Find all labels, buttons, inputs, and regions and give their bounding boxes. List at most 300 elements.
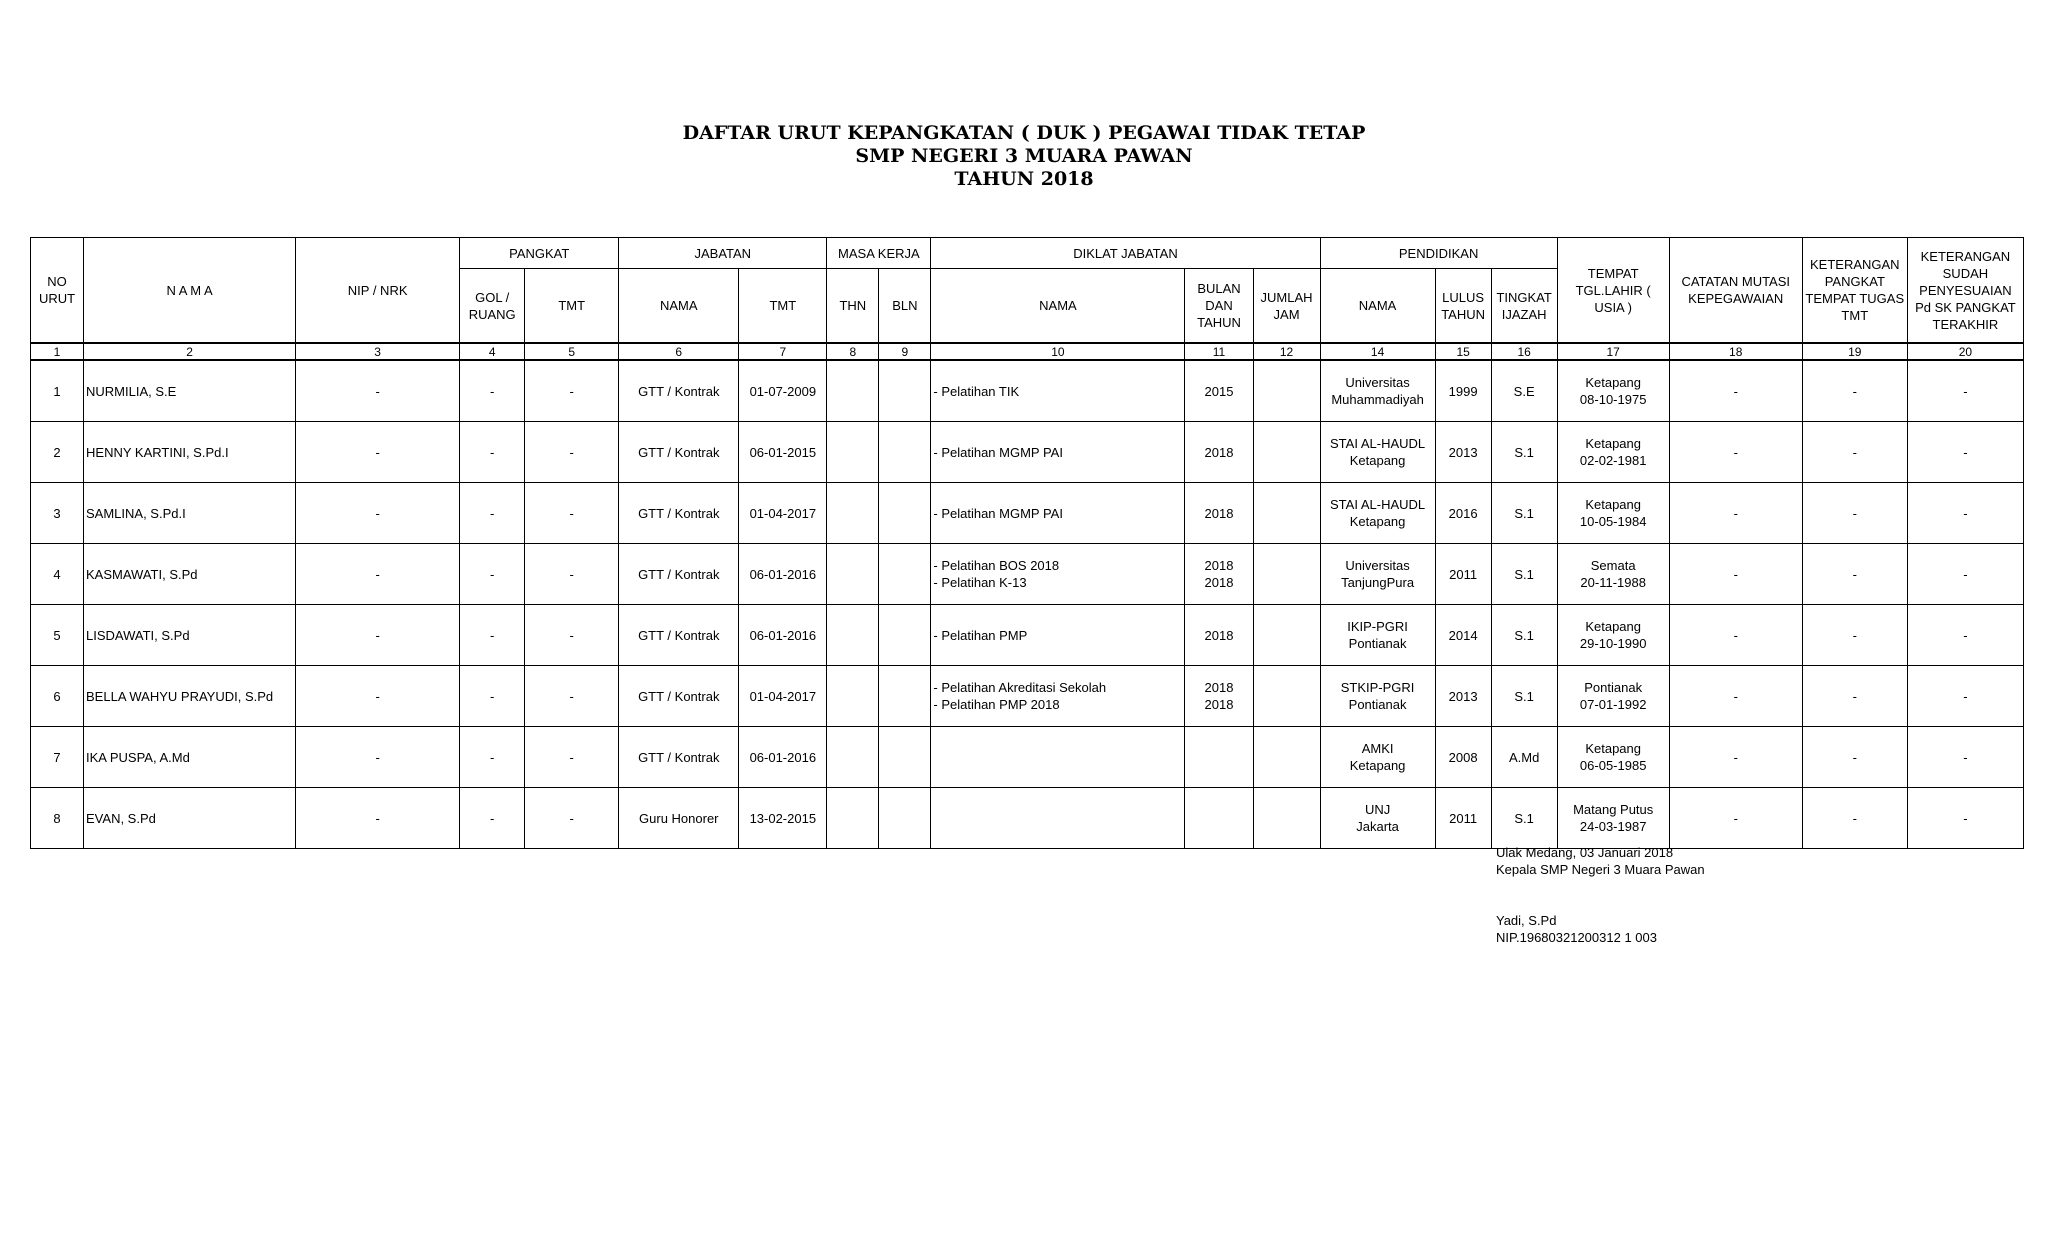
column-number: 18 xyxy=(1669,343,1802,360)
cell-jabatan xyxy=(619,605,739,666)
cell-bln xyxy=(879,605,931,666)
cell-jumlah-jam xyxy=(1253,727,1320,788)
cell-jabatan-text: GTT / Kontrak xyxy=(638,688,720,704)
cell-bulan-tahun xyxy=(1185,360,1253,422)
cell-nip xyxy=(296,605,460,666)
cell-no-text: 2 xyxy=(53,444,61,460)
cell-ket-sudah xyxy=(1907,666,2023,727)
cell-jabatan-text: GTT / Kontrak xyxy=(638,383,720,399)
cell-pend-nama-text: Ketapang xyxy=(1349,758,1406,773)
cell-pangkat-tmt xyxy=(525,422,619,483)
table-row xyxy=(31,666,2024,727)
cell-lahir-text: Matang Putus xyxy=(1573,802,1654,817)
cell-no xyxy=(31,666,84,727)
cell-jabatan-text: GTT / Kontrak xyxy=(638,749,720,765)
cell-jabatan xyxy=(619,666,739,727)
header-jabatan-tmt: TMT xyxy=(739,269,827,344)
cell-lulus-text: 2011 xyxy=(1449,566,1478,582)
header-nip: NIP / NRK xyxy=(296,238,460,344)
cell-jabatan xyxy=(619,544,739,605)
cell-diklat-nama xyxy=(931,788,1185,849)
cell-bulan-tahun xyxy=(1185,422,1253,483)
column-number: 17 xyxy=(1557,343,1669,360)
cell-ijazah-text: S.1 xyxy=(1514,505,1534,521)
cell-nama xyxy=(84,544,296,605)
cell-jabatan-tmt xyxy=(739,360,827,422)
cell-bulan-tahun xyxy=(1185,544,1253,605)
cell-nama-text: KASMAWATI, S.Pd xyxy=(86,566,198,582)
cell-lahir xyxy=(1557,422,1669,483)
column-number: 4 xyxy=(460,343,525,360)
cell-diklat-nama-text: - Pelatihan TIK xyxy=(933,383,1020,399)
cell-jabatan xyxy=(619,483,739,544)
cell-ket-pangkat xyxy=(1802,544,1907,605)
cell-pend-nama-text: STKIP-PGRI xyxy=(1340,680,1415,695)
cell-jumlah-jam xyxy=(1253,788,1320,849)
signer-block xyxy=(1496,912,1657,946)
cell-pend-nama xyxy=(1320,727,1435,788)
cell-lahir-text: 02-02-1981 xyxy=(1579,453,1647,468)
cell-ijazah-text: S.1 xyxy=(1514,810,1534,826)
column-number: 2 xyxy=(84,343,296,360)
cell-jabatan-tmt xyxy=(739,605,827,666)
cell-pend-nama-text: AMKI xyxy=(1361,741,1394,756)
cell-lulus xyxy=(1435,666,1491,727)
cell-pend-nama xyxy=(1320,483,1435,544)
cell-pend-nama-text: Universitas xyxy=(1345,375,1410,390)
cell-gol-text: - xyxy=(490,627,495,643)
cell-catatan-text: - xyxy=(1733,444,1738,460)
column-number: 10 xyxy=(931,343,1185,360)
cell-lulus xyxy=(1435,360,1491,422)
cell-pend-nama xyxy=(1320,666,1435,727)
cell-nip-text: - xyxy=(375,627,380,643)
cell-jabatan-tmt-text: 06-01-2016 xyxy=(749,749,817,765)
cell-ijazah xyxy=(1491,788,1557,849)
table-row xyxy=(31,605,2024,666)
column-number: 6 xyxy=(619,343,739,360)
cell-pangkat-tmt xyxy=(525,666,619,727)
cell-nip xyxy=(296,666,460,727)
cell-lahir xyxy=(1557,544,1669,605)
cell-lulus-text: 1999 xyxy=(1448,383,1478,399)
cell-diklat-nama-text: - Pelatihan PMP xyxy=(933,627,1028,643)
cell-thn xyxy=(827,360,879,422)
cell-lulus-text: 2011 xyxy=(1449,810,1478,826)
header-thn: THN xyxy=(827,269,879,344)
cell-nip-text: - xyxy=(375,749,380,765)
cell-pend-nama-text: IKIP-PGRI xyxy=(1347,619,1408,634)
cell-gol-text: - xyxy=(490,688,495,704)
cell-no-text: 4 xyxy=(53,566,61,582)
cell-catatan-text: - xyxy=(1733,566,1738,582)
cell-pangkat-tmt-text: - xyxy=(569,627,574,643)
cell-thn xyxy=(827,727,879,788)
cell-jabatan-tmt xyxy=(739,544,827,605)
cell-lahir xyxy=(1557,483,1669,544)
cell-lahir-text: 08-10-1975 xyxy=(1579,392,1647,407)
cell-bln xyxy=(879,727,931,788)
cell-bulan-tahun-text: 2018 xyxy=(1204,575,1234,590)
cell-jabatan-text: GTT / Kontrak xyxy=(638,627,720,643)
cell-catatan xyxy=(1669,483,1802,544)
column-number: 8 xyxy=(827,343,879,360)
cell-lahir xyxy=(1557,666,1669,727)
header-pangkat-tmt: TMT xyxy=(525,269,619,344)
header-gol-ruang: GOL / RUANG xyxy=(460,269,525,344)
cell-lahir-text: 29-10-1990 xyxy=(1579,636,1647,651)
cell-diklat-nama-text: - Pelatihan MGMP PAI xyxy=(933,505,1063,521)
cell-jabatan-tmt-text: 06-01-2016 xyxy=(749,566,817,582)
cell-nip xyxy=(296,788,460,849)
cell-lulus-text: 2016 xyxy=(1448,505,1478,521)
cell-jabatan-tmt xyxy=(739,788,827,849)
cell-nama xyxy=(84,360,296,422)
cell-lahir xyxy=(1557,788,1669,849)
cell-thn xyxy=(827,605,879,666)
cell-lahir-text: 24-03-1987 xyxy=(1579,819,1647,834)
signature-block xyxy=(1496,844,1705,878)
header-lulus-tahun: LULUS TAHUN xyxy=(1435,269,1491,344)
cell-ijazah xyxy=(1491,666,1557,727)
cell-bulan-tahun-text: 2018 xyxy=(1204,680,1234,695)
cell-bulan-tahun-text: 2018 xyxy=(1204,697,1234,712)
cell-lulus-text: 2014 xyxy=(1448,627,1478,643)
column-number: 15 xyxy=(1435,343,1491,360)
cell-no-text: 7 xyxy=(53,749,61,765)
cell-nip xyxy=(296,727,460,788)
cell-catatan xyxy=(1669,360,1802,422)
cell-nama-text: NURMILIA, S.E xyxy=(86,383,177,399)
cell-no xyxy=(31,360,84,422)
column-number: 3 xyxy=(296,343,460,360)
cell-no-text: 6 xyxy=(53,688,61,704)
cell-jabatan xyxy=(619,422,739,483)
cell-ket-sudah xyxy=(1907,727,2023,788)
cell-ket-sudah xyxy=(1907,544,2023,605)
cell-jabatan-tmt-text: 01-07-2009 xyxy=(749,383,817,399)
title-line-1: DAFTAR URUT KEPANGKATAN ( DUK ) PEGAWAI TIDAK TETAP xyxy=(682,122,1366,144)
cell-lulus-text: 2013 xyxy=(1448,444,1478,460)
cell-diklat-nama-text: - Pelatihan PMP 2018 xyxy=(933,697,1060,712)
cell-ket-sudah-text: - xyxy=(1963,505,1968,521)
cell-nip-text: - xyxy=(375,688,380,704)
header-bulan-tahun: BULAN DAN TAHUN xyxy=(1185,269,1253,344)
header-row-1 xyxy=(31,238,2024,269)
cell-jabatan-text: GTT / Kontrak xyxy=(638,444,720,460)
cell-bln xyxy=(879,483,931,544)
cell-ijazah-text: S.1 xyxy=(1514,688,1534,704)
title-line-2: SMP NEGERI 3 MUARA PAWAN xyxy=(855,145,1193,167)
cell-lahir xyxy=(1557,727,1669,788)
cell-nama-text: EVAN, S.Pd xyxy=(86,810,156,826)
cell-catatan xyxy=(1669,666,1802,727)
cell-pend-nama-text: Universitas xyxy=(1345,558,1410,573)
column-number: 12 xyxy=(1253,343,1320,360)
cell-bln xyxy=(879,360,931,422)
cell-jabatan xyxy=(619,788,739,849)
cell-ket-pangkat xyxy=(1802,360,1907,422)
cell-nip xyxy=(296,360,460,422)
cell-pangkat-tmt-text: - xyxy=(569,383,574,399)
header-jumlah-jam: JUMLAH JAM xyxy=(1253,269,1320,344)
footer-nip: NIP.19680321200312 1 003 xyxy=(1496,930,1657,945)
cell-gol-text: - xyxy=(490,444,495,460)
cell-catatan xyxy=(1669,544,1802,605)
cell-diklat-nama xyxy=(931,360,1185,422)
cell-lulus xyxy=(1435,788,1491,849)
cell-nama xyxy=(84,483,296,544)
cell-catatan-text: - xyxy=(1733,810,1738,826)
cell-ket-pangkat-text: - xyxy=(1852,566,1857,582)
cell-ket-pangkat-text: - xyxy=(1852,627,1857,643)
header-tingkat-ijazah: TINGKAT IJAZAH xyxy=(1491,269,1557,344)
cell-pangkat-tmt-text: - xyxy=(569,566,574,582)
cell-lahir-text: Ketapang xyxy=(1585,375,1641,390)
cell-jumlah-jam xyxy=(1253,544,1320,605)
cell-jabatan xyxy=(619,727,739,788)
cell-diklat-nama-text: - Pelatihan MGMP PAI xyxy=(933,444,1063,460)
header-jabatan: JABATAN xyxy=(619,238,827,269)
cell-gol xyxy=(460,544,525,605)
cell-ket-pangkat-text: - xyxy=(1852,444,1857,460)
cell-ket-pangkat xyxy=(1802,727,1907,788)
cell-jabatan-tmt xyxy=(739,727,827,788)
cell-bulan-tahun-text: 2018 xyxy=(1204,505,1234,521)
footer-place-date: Ulak Medang, 03 Januari 2018 xyxy=(1496,845,1674,860)
cell-lahir-text: 06-05-1985 xyxy=(1579,758,1647,773)
cell-jabatan-tmt-text: 13-02-2015 xyxy=(749,810,817,826)
cell-diklat-nama-text: - Pelatihan BOS 2018 xyxy=(933,558,1060,573)
header-masa-kerja: MASA KERJA xyxy=(827,238,931,269)
cell-gol-text: - xyxy=(490,505,495,521)
cell-ijazah-text: S.1 xyxy=(1514,444,1534,460)
cell-jumlah-jam xyxy=(1253,666,1320,727)
cell-nip-text: - xyxy=(375,505,380,521)
cell-no xyxy=(31,544,84,605)
cell-diklat-nama xyxy=(931,483,1185,544)
cell-nip xyxy=(296,544,460,605)
cell-no-text: 5 xyxy=(53,627,61,643)
cell-lulus xyxy=(1435,727,1491,788)
cell-jabatan-tmt-text: 01-04-2017 xyxy=(749,505,817,521)
cell-pend-nama xyxy=(1320,360,1435,422)
cell-lahir-text: Ketapang xyxy=(1585,619,1641,634)
cell-ket-sudah-text: - xyxy=(1963,383,1968,399)
header-catatan-mutasi: CATATAN MUTASI KEPEGAWAIAN xyxy=(1669,238,1802,344)
document-title xyxy=(0,122,2048,191)
cell-bulan-tahun-text: 2018 xyxy=(1204,444,1234,460)
cell-no-text: 8 xyxy=(53,810,61,826)
cell-ijazah-text: S.1 xyxy=(1514,566,1534,582)
cell-gol-text: - xyxy=(490,383,495,399)
cell-gol xyxy=(460,360,525,422)
cell-bulan-tahun xyxy=(1185,727,1253,788)
cell-jabatan-tmt xyxy=(739,422,827,483)
cell-pend-nama-text: STAI AL-HAUDL xyxy=(1330,497,1426,512)
cell-ket-pangkat xyxy=(1802,666,1907,727)
cell-ket-sudah-text: - xyxy=(1963,688,1968,704)
cell-nama-text: IKA PUSPA, A.Md xyxy=(86,749,190,765)
cell-pend-nama-text: Pontianak xyxy=(1348,636,1407,651)
cell-catatan-text: - xyxy=(1733,505,1738,521)
cell-ket-sudah-text: - xyxy=(1963,566,1968,582)
cell-no xyxy=(31,727,84,788)
cell-jabatan-tmt-text: 01-04-2017 xyxy=(749,688,817,704)
cell-catatan-text: - xyxy=(1733,627,1738,643)
cell-nama xyxy=(84,605,296,666)
column-number-row xyxy=(31,343,2024,360)
cell-catatan xyxy=(1669,605,1802,666)
cell-jabatan-tmt-text: 06-01-2016 xyxy=(749,627,817,643)
cell-bulan-tahun-text: 2018 xyxy=(1204,558,1234,573)
cell-gol xyxy=(460,483,525,544)
cell-bulan-tahun xyxy=(1185,483,1253,544)
cell-bln xyxy=(879,788,931,849)
cell-ket-sudah xyxy=(1907,605,2023,666)
cell-diklat-nama-text: - Pelatihan K-13 xyxy=(933,575,1027,590)
cell-nip-text: - xyxy=(375,444,380,460)
cell-ijazah xyxy=(1491,422,1557,483)
header-ket-sudah: KETERANGAN SUDAH PENYESUAIAN Pd SK PANGKAT TERAKHIR xyxy=(1907,238,2023,344)
cell-no xyxy=(31,422,84,483)
header-pendidikan: PENDIDIKAN xyxy=(1320,238,1557,269)
cell-pangkat-tmt-text: - xyxy=(569,810,574,826)
cell-bulan-tahun xyxy=(1185,605,1253,666)
cell-pangkat-tmt-text: - xyxy=(569,444,574,460)
cell-pend-nama xyxy=(1320,605,1435,666)
cell-catatan xyxy=(1669,727,1802,788)
cell-nip-text: - xyxy=(375,383,380,399)
cell-ijazah-text: S.E xyxy=(1513,383,1535,399)
cell-ket-sudah-text: - xyxy=(1963,810,1968,826)
cell-jabatan xyxy=(619,360,739,422)
cell-jumlah-jam xyxy=(1253,360,1320,422)
cell-ket-pangkat-text: - xyxy=(1852,688,1857,704)
footer-position: Kepala SMP Negeri 3 Muara Pawan xyxy=(1496,862,1705,877)
cell-ket-pangkat-text: - xyxy=(1852,505,1857,521)
cell-nama xyxy=(84,666,296,727)
cell-ket-sudah xyxy=(1907,422,2023,483)
cell-lahir xyxy=(1557,360,1669,422)
cell-lahir-text: 10-05-1984 xyxy=(1579,514,1647,529)
header-jabatan-nama: NAMA xyxy=(619,269,739,344)
cell-lahir-text: 20-11-1988 xyxy=(1580,575,1646,590)
header-pangkat: PANGKAT xyxy=(460,238,619,269)
column-number: 9 xyxy=(879,343,931,360)
cell-ket-sudah xyxy=(1907,360,2023,422)
table-row xyxy=(31,422,2024,483)
cell-thn xyxy=(827,788,879,849)
cell-lahir-text: 07-01-1992 xyxy=(1579,697,1647,712)
cell-jumlah-jam xyxy=(1253,605,1320,666)
header-no-urut: NO URUT xyxy=(31,238,84,344)
cell-bln xyxy=(879,422,931,483)
cell-lulus-text: 2013 xyxy=(1448,688,1478,704)
cell-ijazah-text: A.Md xyxy=(1508,749,1540,765)
column-number: 16 xyxy=(1491,343,1557,360)
table-row xyxy=(31,727,2024,788)
cell-jabatan-text: GTT / Kontrak xyxy=(638,505,720,521)
cell-thn xyxy=(827,422,879,483)
cell-ket-pangkat-text: - xyxy=(1852,383,1857,399)
cell-ket-pangkat xyxy=(1802,422,1907,483)
cell-pend-nama-text: Muhammadiyah xyxy=(1331,392,1424,407)
cell-lahir-text: Semata xyxy=(1590,558,1636,573)
cell-pend-nama xyxy=(1320,788,1435,849)
cell-nama-text: SAMLINA, S.Pd.I xyxy=(86,505,186,521)
cell-catatan-text: - xyxy=(1733,749,1738,765)
cell-bulan-tahun-text: 2018 xyxy=(1204,627,1234,643)
cell-diklat-nama xyxy=(931,666,1185,727)
cell-ket-sudah xyxy=(1907,483,2023,544)
cell-lahir xyxy=(1557,605,1669,666)
cell-diklat-nama xyxy=(931,605,1185,666)
table-row xyxy=(31,483,2024,544)
cell-thn xyxy=(827,544,879,605)
cell-lulus-text: 2008 xyxy=(1448,749,1478,765)
cell-gol xyxy=(460,605,525,666)
cell-thn xyxy=(827,483,879,544)
cell-ket-sudah-text: - xyxy=(1963,444,1968,460)
header-nama: N A M A xyxy=(84,238,296,344)
header-tempat-tgl-lahir: TEMPAT TGL.LAHIR ( USIA ) xyxy=(1557,238,1669,344)
cell-ket-pangkat xyxy=(1802,788,1907,849)
cell-gol xyxy=(460,422,525,483)
cell-ijazah xyxy=(1491,483,1557,544)
cell-ket-pangkat-text: - xyxy=(1852,810,1857,826)
cell-ijazah xyxy=(1491,360,1557,422)
cell-no xyxy=(31,605,84,666)
cell-catatan-text: - xyxy=(1733,383,1738,399)
cell-pend-nama-text: Ketapang xyxy=(1349,514,1406,529)
cell-nama-text: HENNY KARTINI, S.Pd.I xyxy=(86,444,229,460)
cell-catatan xyxy=(1669,422,1802,483)
cell-diklat-nama xyxy=(931,544,1185,605)
cell-ijazah xyxy=(1491,727,1557,788)
cell-lahir-text: Ketapang xyxy=(1585,436,1641,451)
cell-ijazah-text: S.1 xyxy=(1514,627,1534,643)
cell-pend-nama-text: Jakarta xyxy=(1356,819,1399,834)
cell-ket-pangkat xyxy=(1802,605,1907,666)
column-number: 19 xyxy=(1802,343,1907,360)
cell-jumlah-jam xyxy=(1253,483,1320,544)
cell-pangkat-tmt-text: - xyxy=(569,505,574,521)
cell-ijazah xyxy=(1491,605,1557,666)
column-number: 1 xyxy=(31,343,84,360)
column-number: 14 xyxy=(1320,343,1435,360)
cell-pend-nama xyxy=(1320,544,1435,605)
column-number: 20 xyxy=(1907,343,2023,360)
cell-ket-pangkat-text: - xyxy=(1852,749,1857,765)
footer-signer: Yadi, S.Pd xyxy=(1496,913,1557,928)
table-row xyxy=(31,788,2024,849)
cell-pend-nama xyxy=(1320,422,1435,483)
cell-pangkat-tmt xyxy=(525,605,619,666)
cell-lulus xyxy=(1435,422,1491,483)
cell-catatan-text: - xyxy=(1733,688,1738,704)
cell-ket-pangkat xyxy=(1802,483,1907,544)
header-bln: BLN xyxy=(879,269,931,344)
cell-catatan xyxy=(1669,788,1802,849)
cell-jabatan-tmt xyxy=(739,666,827,727)
cell-ket-sudah xyxy=(1907,788,2023,849)
cell-ket-sudah-text: - xyxy=(1963,749,1968,765)
cell-nip-text: - xyxy=(375,810,380,826)
cell-gol-text: - xyxy=(490,749,495,765)
cell-bln xyxy=(879,666,931,727)
column-number: 7 xyxy=(739,343,827,360)
